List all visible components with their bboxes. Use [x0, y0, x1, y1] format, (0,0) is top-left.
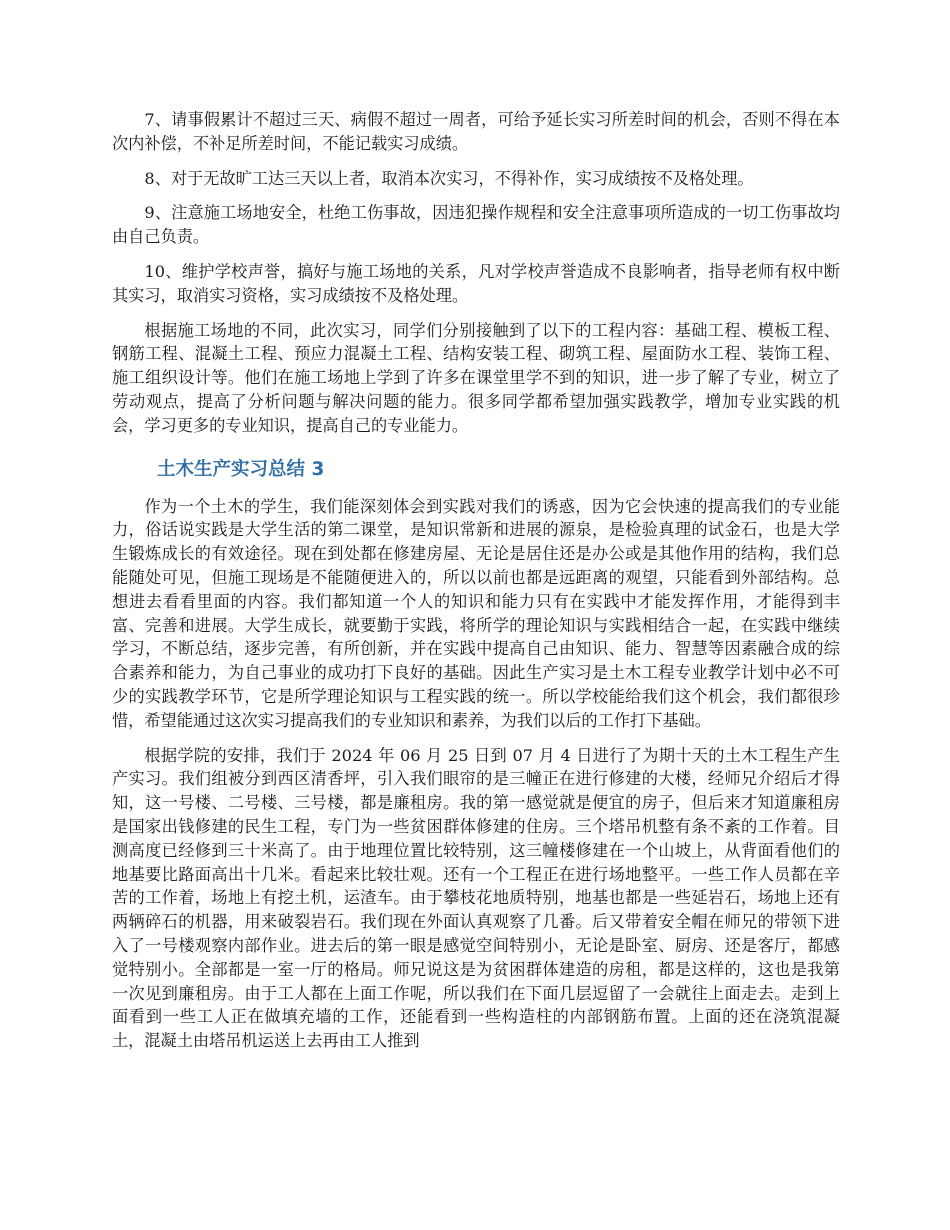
paragraph-rule-10: 10、维护学校声誉，搞好与施工场地的关系，凡对学校声誉造成不良影响者，指导老师有权中断其实习，取消实习资格，实习成绩按不及格处理。: [112, 261, 840, 305]
paragraph-rule-9: 9、注意施工场地安全，杜绝工伤事故，因违犯操作规程和安全注意事项所造成的一切工伤事故均由自己负责。: [112, 203, 840, 247]
paragraph-rule-7: 7、请事假累计不超过三天、病假不超过一周者，可给予延长实习所差时间的机会，否则不得在本次内补偿，不补足所差时间，不能记载实习成绩。: [112, 110, 840, 153]
paragraph-internship-details: 根据学院的安排，我们于 2024 年 06 月 25 日到 07 月 4 日进行了为期十天的土木工程生产生产实习。我们组被分到西区清香坪，引入我们眼帘的是三幢正在进行修建的大楼，经师兄介绍后才得知，这一号楼、二号楼、三号楼，都是廉租房。我的第一感觉就是便宜的房子，但后来才知道廉租房是国家出钱修建的民生工程，专门为一些贫困群体修建的住房。三个塔吊机整有条不紊的工作着。目测高度已经修到三十米高了。由于地理位置比较特别，这三幢楼修建在一个山坡上，从背面看他们的地基要比路面高出十几米。看起来比较壮观。还有一个工程正在进行场地整平。一些工作人员都在辛苦的工作着，场地上有挖土机，运渣车。由于攀枝花地质特别，地基也都是一些延岩石，场地上还有两辆碎石的机器，用来破裂岩石。我们现在外面认真观察了几番。后又带着安全帽在师兄的带领下进入了一号楼观察内部作业。进去后的第一眼是感觉空间特别小，无论是卧室、厨房、还是客厅，都感觉特别小。全部都是一室一厅的格局。师兄说这是为贫困群体建造的房租，都是这样的，这也是我第一次见到廉租房。由于工人都在上面工作呢，所以我们在下面几层逗留了一会就往上面走去。走到上面看到一些工人正在做填充墙的工作，还能看到一些构造柱的内部钢筋布置。上面的还在浇筑混凝土，混凝土由塔吊机运送上去再由工人推到: [112, 745, 840, 1051]
paragraph-project-content: 根据施工场地的不同，此次实习，同学们分别接触到了以下的工程内容：基础工程、模板工程、钢筋工程、混凝土工程、预应力混凝土工程、结构安装工程、砌筑工程、屋面防水工程、装饰工程、施工组织设计等。他们在施工场地上学到了许多在课堂里学不到的知识，进一步了解了专业，树立了劳动观点，提高了分析问题与解决问题的能力。很多同学都希望加强实践教学，增加专业实践的机会，学习更多的专业知识，提高自己的专业能力。: [112, 320, 840, 435]
document-page: [112, 108, 840, 1064]
paragraph-rule-8: 8、对于无故旷工达三天以上者，取消本次实习，不得补作，实习成绩按不及格处理。: [144, 168, 754, 188]
paragraph-intro: 作为一个土木的学生，我们能深刻体会到实践对我们的诱惑，因为它会快速的提高我们的专业能力，俗话说实践是大学生活的第二课堂，是知识常新和进展的源泉，是检验真理的试金石，也是大学生锻炼成长的有效途径。现在到处都在修建房屋、无论是居住还是办公或是其他作用的结构，我们总能随处可见，但施工现场是不能随便进入的，所以以前也都是远距离的观望，只能看到外部结构。总想进去看看里面的内容。我们都知道一个人的知识和能力只有在实践中才能发挥作用，才能得到丰富、完善和进展。大学生成长，就要勤于实践，将所学的理论知识与实践相结合一起，在实践中继续学习，不断总结，逐步完善，有所创新，并在实践中提高自己由知识、能力、智慧等因素融合成的综合素养和能力，为自己事业的成功打下良好的基础。因此生产实习是土木工程专业教学计划中必不可少的实践教学环节，它是所学理论知识与工程实践的统一。所以学校能给我们这个机会，我们都很珍惜，希望能通过这次实习提高我们的专业知识和素养，为我们以后的工作打下基础。: [112, 496, 840, 730]
section-title: 土木生产实习总结 3: [157, 458, 325, 480]
